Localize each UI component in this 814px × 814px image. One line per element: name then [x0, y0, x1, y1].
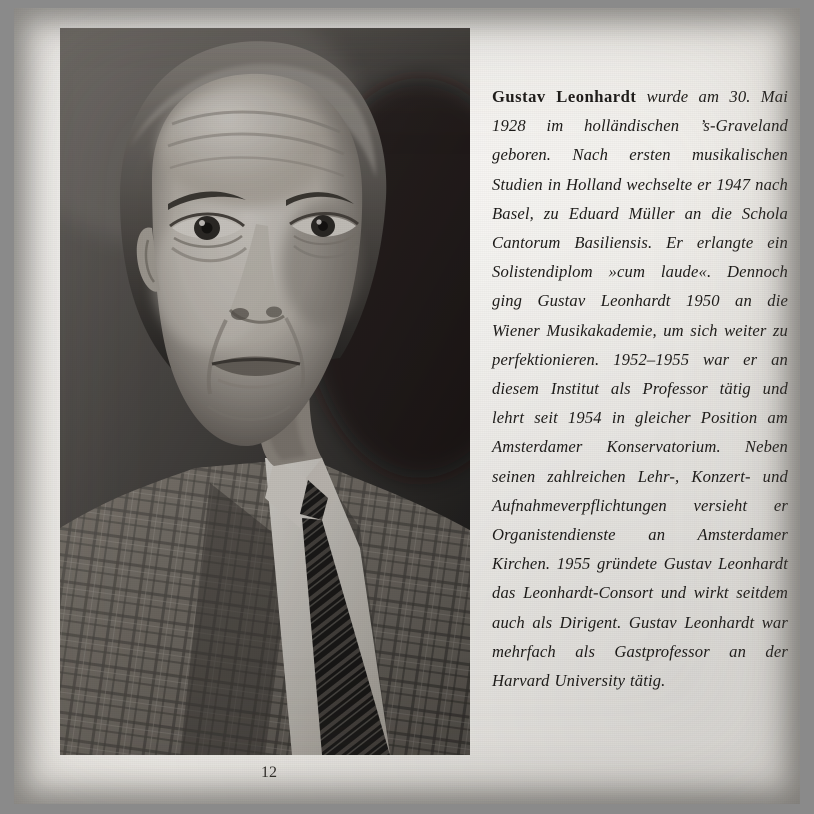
portrait-photo [60, 28, 470, 755]
biography-text-column [492, 82, 788, 695]
biography-body: wurde am 30. Mai 1928 im holländischen ’s-Graveland geboren. Nach ersten musikalischen Studien in Holland wechselte er 1947 nach Basel, zu Eduard Müller an die Schola Cantorum Basiliensis. Er erlangte ein Solistendiplom »cum laude«. Dennoch ging Gustav Leonhardt 1950 an die Wiener Musikakademie, um sich weiter zu perfektionieren. 1952–1955 war er an diesem Institut als Professor tätig und lehrt seit 1954 in gleicher Position am Amsterdamer Konservatorium. Neben seinen zahlreichen Lehr-, Konzert- und Aufnahmeverpflichtungen versieht er Organistendienste an Amsterdamer Kirchen. 1955 gründete Gustav Leonhardt das Leonhardt-Consort und wirkt seitdem auch als Dirigent. Gustav Leonhardt war mehrfach als Gastprofessor an der Harvard University tätig. [492, 87, 788, 691]
paper-surface [14, 8, 800, 804]
portrait-photo-image [60, 28, 470, 755]
biography-paragraph [492, 82, 788, 695]
page-number: 12 [261, 764, 277, 781]
subject-name: Gustav Leonhardt [492, 87, 637, 106]
